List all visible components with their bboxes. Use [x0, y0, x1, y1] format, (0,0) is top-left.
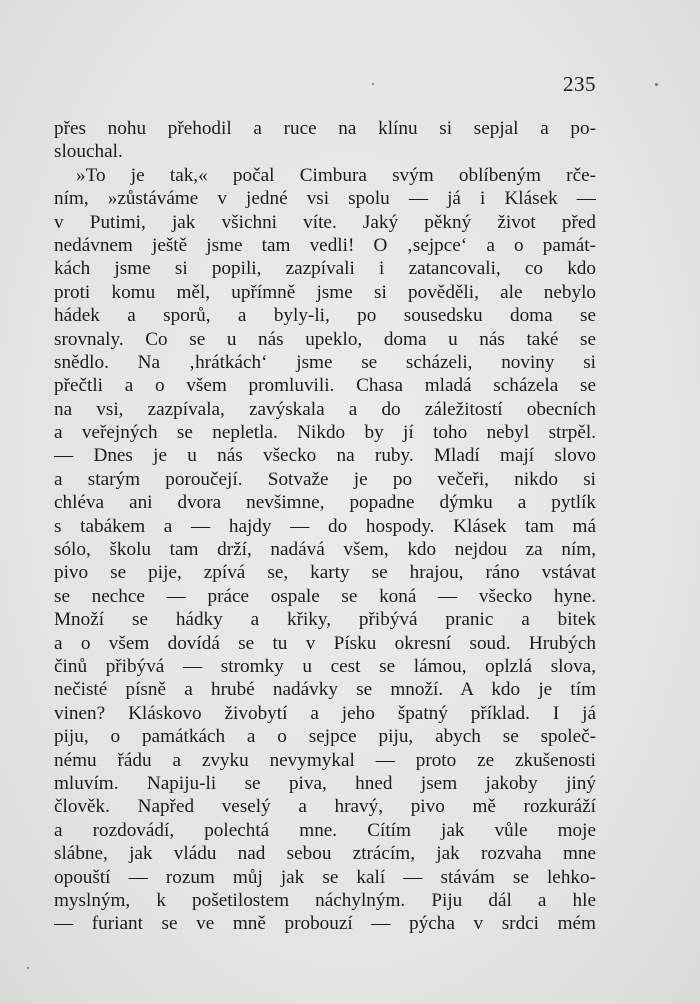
text-line: opouští — rozum můj jak se kalí — stávám se lehko-	[54, 866, 596, 888]
text-line: Množí se hádky a křiky, přibývá pranic a bitek	[54, 609, 596, 631]
text-line: srovnaly. Co se u nás upeklo, doma u nás také se	[54, 328, 596, 350]
paper-speck	[27, 967, 29, 969]
text-line: ním, »zůstáváme v jedné vsi spolu — já i Klásek —	[54, 188, 596, 210]
text-line: sólo, školu tam drží, nadává všem, kdo nejdou za ním,	[54, 539, 596, 561]
text-line: a o všem dovídá se tu v Písku okresní soud. Hrubých	[54, 632, 596, 654]
text-line: hádek a sporů, a byly-li, po sousedsku doma se	[54, 305, 596, 327]
text-line: přečtli a o všem promluvili. Chasa mladá scházela se	[54, 375, 596, 397]
body-text	[54, 117, 596, 936]
text-line: a veřejných se nepletla. Nikdo by jí toho nebyl strpěl.	[54, 422, 596, 444]
text-line: mluvím. Napiju-li se piva, hned jsem jakoby jiný	[54, 772, 596, 794]
text-line: pivo se pije, zpívá se, karty se hrajou, ráno vstávat	[54, 562, 596, 584]
text-line: nečisté písně a hrubé nadávky se množí. A kdo je tím	[54, 679, 596, 701]
text-line: nedávnem ještě jsme tam vedli! O ‚sejpce‘ a o památ-	[54, 234, 596, 256]
paper-speck	[655, 83, 658, 86]
text-line: vinen? Kláskovo živobytí a jeho špatný příklad. I já	[54, 702, 596, 724]
text-line: slábne, jak vládu nad sebou ztrácím, jak rozvaha mne	[54, 843, 596, 865]
text-line: kách jsme si popili, zazpívali i zatancovali, co kdo	[54, 258, 596, 280]
text-line: nému řádu a zvyku nevymykal — proto ze zkušenosti	[54, 749, 596, 771]
text-line: na vsi, zazpívala, zavýskala a do záležitostí obecních	[54, 398, 596, 420]
text-line: člověk. Napřed veselý a hravý, pivo mě rozkuráží	[54, 796, 596, 818]
text-line: a starým poroučejí. Sotvaže je po večeři, nikdo si	[54, 468, 596, 490]
text-line: v Putimi, jak všichni víte. Jaký pěkný život před	[54, 211, 596, 233]
paper-speck	[372, 83, 374, 85]
text-line: s tabákem a — hajdy — do hospody. Klásek tam má	[54, 515, 596, 537]
text-line: chléva ani dvora nevšimne, popadne dýmku a pytlík	[54, 492, 596, 514]
text-line: činů přibývá — stromky u cest se lámou, oplzlá slova,	[54, 655, 596, 677]
text-line: myslným, k pošetilostem náchylným. Piju dál a hle	[54, 889, 596, 911]
text-line: piju, o památkách a o sejpce piju, abych se společ-	[54, 726, 596, 748]
text-line: — Dnes je u nás všecko na ruby. Mladí mají slovo	[54, 445, 596, 467]
page-number: 235	[563, 72, 596, 96]
text-line: »To je tak,« počal Cimbura svým oblíbeným rče-	[76, 164, 596, 186]
text-line: a rozdovádí, polechtá mne. Cítím jak vůle moje	[54, 819, 596, 841]
text-line: — furiant se ve mně probouzí — pýcha v srdci mém	[54, 913, 596, 935]
text-line: přes nohu přehodil a ruce na klínu si sepjal a po-	[54, 118, 596, 139]
text-line: se nechce — práce ospale se koná — všecko hyne.	[54, 585, 596, 607]
text-line: snědlo. Na ‚hrátkách‘ jsme se scházeli, noviny si	[54, 351, 596, 373]
text-line: slouchal.	[54, 141, 123, 163]
text-line: proti komu měl, upřímně jsme si pověděli, ale nebylo	[54, 281, 596, 303]
